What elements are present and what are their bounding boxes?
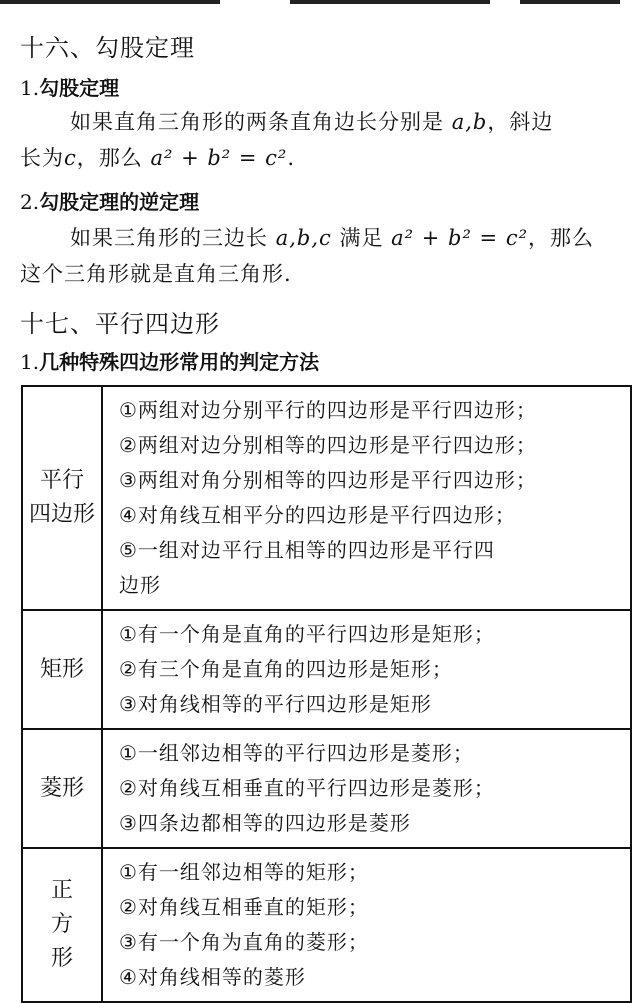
label-line: 形 xyxy=(50,946,73,971)
section-17-subtitle-1 xyxy=(20,346,319,375)
criterion-item: ①两组对边分别平行的四边形是平行四边形； xyxy=(119,398,537,422)
row-items-square xyxy=(102,848,631,1002)
label-line: 正 xyxy=(50,878,73,903)
criterion-item: ④对角线互相平分的四边形是平行四边形； xyxy=(119,503,516,527)
theorem-line2-mid: ，那么 xyxy=(76,146,143,170)
converse-line1-mid: 满足 xyxy=(339,226,384,250)
criterion-item: 边形 xyxy=(119,573,161,597)
quadrilateral-criteria-table xyxy=(21,385,632,1003)
subtitle-number: 1. xyxy=(20,76,40,100)
theorem-formula: a² + b² = c² xyxy=(150,146,288,170)
converse-line1-tail: ，那么 xyxy=(528,226,595,250)
criterion-item: ①有一组邻边相等的矩形； xyxy=(119,860,369,884)
theorem-line1: 如果直角三角形的两条直角边长分别是 xyxy=(70,110,444,134)
criterion-item: ①有一个角是直角的平行四边形是矩形； xyxy=(119,622,495,646)
criterion-item: ③两组对角分别相等的四边形是平行四边形； xyxy=(119,468,537,492)
pythagorean-theorem-text xyxy=(20,104,630,176)
theorem-line2-head: 长为 xyxy=(20,146,64,170)
criterion-item: ①一组邻边相等的平行四边形是菱形； xyxy=(119,741,474,765)
subtitle-number: 1. xyxy=(20,350,40,374)
table-row-parallelogram xyxy=(22,386,631,610)
criterion-item: ③四条边都相等的四边形是菱形 xyxy=(119,811,411,835)
subtitle-text: 勾股定理 xyxy=(39,76,120,100)
table-row-square xyxy=(22,848,631,1002)
table-row-rhombus xyxy=(22,729,631,848)
subtitle-number: 2. xyxy=(20,190,40,214)
table-row-rectangle xyxy=(22,610,631,729)
converse-vars-abc: a,b,c xyxy=(275,226,332,250)
section-17-title: 十七、平行四边形 xyxy=(20,310,220,338)
criterion-item: ⑤一组对边平行且相等的四边形是平行四 xyxy=(119,538,495,562)
row-items-parallelogram xyxy=(102,386,631,610)
top-cropped-edge xyxy=(0,0,638,8)
theorem-line2-end: . xyxy=(287,146,296,170)
converse-theorem-text xyxy=(20,220,630,292)
criterion-item: ④对角线相等的菱形 xyxy=(119,965,306,989)
theorem-vars-ab: a,b xyxy=(451,110,488,134)
row-items-rectangle xyxy=(102,610,631,729)
criterion-item: ②有三个角是直角的四边形是矩形； xyxy=(119,657,453,681)
label-line: 四边形 xyxy=(28,502,95,527)
criterion-item: ②两组对边分别相等的四边形是平行四边形； xyxy=(119,433,537,457)
label-line: 平行 xyxy=(39,468,84,493)
row-label-square xyxy=(22,848,102,1002)
criterion-item: ③有一个角为直角的菱形； xyxy=(119,930,369,954)
section-16-subtitle-1 xyxy=(20,72,119,101)
label-line: 方 xyxy=(50,912,73,937)
converse-line1-head: 如果三角形的三边长 xyxy=(70,226,268,250)
subtitle-text: 几种特殊四边形常用的判定方法 xyxy=(39,350,320,374)
section-16-title: 十六、勾股定理 xyxy=(20,34,195,62)
converse-formula: a² + b² = c² xyxy=(391,226,529,250)
criterion-item: ③对角线相等的平行四边形是矩形 xyxy=(119,692,432,716)
row-label-rhombus: 菱形 xyxy=(22,729,102,848)
section-16-subtitle-2 xyxy=(20,186,199,215)
criterion-item: ②对角线互相垂直的平行四边形是菱形； xyxy=(119,776,495,800)
converse-line2: 这个三角形就是直角三角形. xyxy=(20,262,292,286)
subtitle-text: 勾股定理的逆定理 xyxy=(39,190,200,214)
row-items-rhombus xyxy=(102,729,631,848)
theorem-var-c: c xyxy=(64,146,77,170)
row-label-parallelogram xyxy=(22,386,102,610)
row-label-rectangle: 矩形 xyxy=(22,610,102,729)
theorem-line1-tail: ，斜边 xyxy=(487,110,554,134)
criterion-item: ②对角线互相垂直的矩形； xyxy=(119,895,369,919)
